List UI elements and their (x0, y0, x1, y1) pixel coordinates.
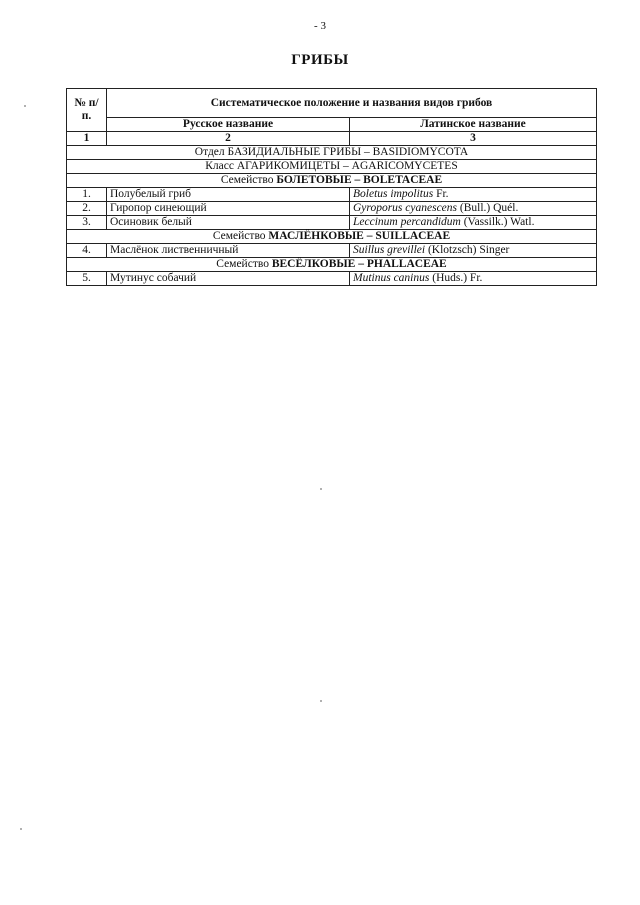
division-row (67, 146, 597, 160)
families-body (67, 174, 597, 286)
table-row (67, 188, 597, 202)
species-russian-name: Маслёнок лиственничный (107, 244, 350, 258)
latin-author: (Huds.) Fr. (429, 272, 483, 284)
header-russian-name: Русское название (107, 118, 350, 132)
family-row (67, 258, 597, 272)
header-row (67, 89, 597, 118)
header-systematic: Систематическое положение и названия видов грибов (107, 89, 597, 118)
latin-binomial: Leccinum percandidum (353, 216, 461, 228)
column-number-row (67, 132, 597, 146)
column-number-2: 2 (107, 132, 350, 146)
scan-speck (320, 700, 322, 702)
latin-author: (Klotzsch) Singer (425, 244, 510, 256)
species-russian-name: Гиропор синеющий (107, 202, 350, 216)
species-number: 4. (67, 244, 107, 258)
scan-speck (20, 828, 22, 830)
species-russian-name: Мутинус собачий (107, 272, 350, 286)
latin-author: (Vassilk.) Watl. (460, 216, 535, 228)
species-latin-name (350, 272, 597, 286)
family-name: БОЛЕТОВЫЕ – BOLETACEAE (276, 174, 443, 186)
header-number: № п/п. (67, 89, 107, 132)
table-row (67, 202, 597, 216)
latin-author: Fr. (433, 188, 449, 200)
header-latin-name: Латинское название (350, 118, 597, 132)
species-number: 5. (67, 272, 107, 286)
species-latin-name (350, 244, 597, 258)
class-label: Класс АГАРИКОМИЦЕТЫ – AGARICOMYCETES (67, 160, 597, 174)
class-row (67, 160, 597, 174)
latin-binomial: Suillus grevillei (353, 244, 426, 256)
species-number: 2. (67, 202, 107, 216)
family-prefix: Семейство (220, 174, 277, 186)
table-row (67, 216, 597, 230)
page-number: - 3 (314, 20, 326, 32)
species-russian-name: Полубелый гриб (107, 188, 350, 202)
table-row (67, 244, 597, 258)
species-latin-name (350, 188, 597, 202)
family-label (67, 174, 597, 188)
species-latin-name (350, 216, 597, 230)
latin-binomial: Boletus impolitus (353, 188, 434, 200)
species-number: 3. (67, 216, 107, 230)
document-title: ГРИБЫ (291, 52, 349, 68)
family-row (67, 230, 597, 244)
family-name: ВЕСЁЛКОВЫЕ – PHALLACEAE (271, 258, 447, 270)
column-number-3: 3 (350, 132, 597, 146)
species-latin-name (350, 202, 597, 216)
species-russian-name: Осиновик белый (107, 216, 350, 230)
family-label (67, 230, 597, 244)
scan-speck (24, 105, 26, 107)
header-subrow (67, 118, 597, 132)
latin-author: (Bull.) Quél. (457, 202, 519, 214)
table-row (67, 272, 597, 286)
family-label (67, 258, 597, 272)
division-label: Отдел БАЗИДИАЛЬНЫЕ ГРИБЫ – BASIDIOMYCOTA (67, 146, 597, 160)
family-row (67, 174, 597, 188)
family-prefix: Семейство (212, 230, 269, 242)
species-number: 1. (67, 188, 107, 202)
latin-binomial: Mutinus caninus (353, 272, 430, 284)
latin-binomial: Gyroporus cyanescens (353, 202, 458, 214)
family-prefix: Семейство (216, 258, 272, 270)
species-table (66, 88, 597, 286)
column-number-1: 1 (67, 132, 107, 146)
family-name: МАСЛЁНКОВЫЕ – SUILLACEAE (268, 230, 451, 242)
scan-speck (320, 488, 322, 490)
